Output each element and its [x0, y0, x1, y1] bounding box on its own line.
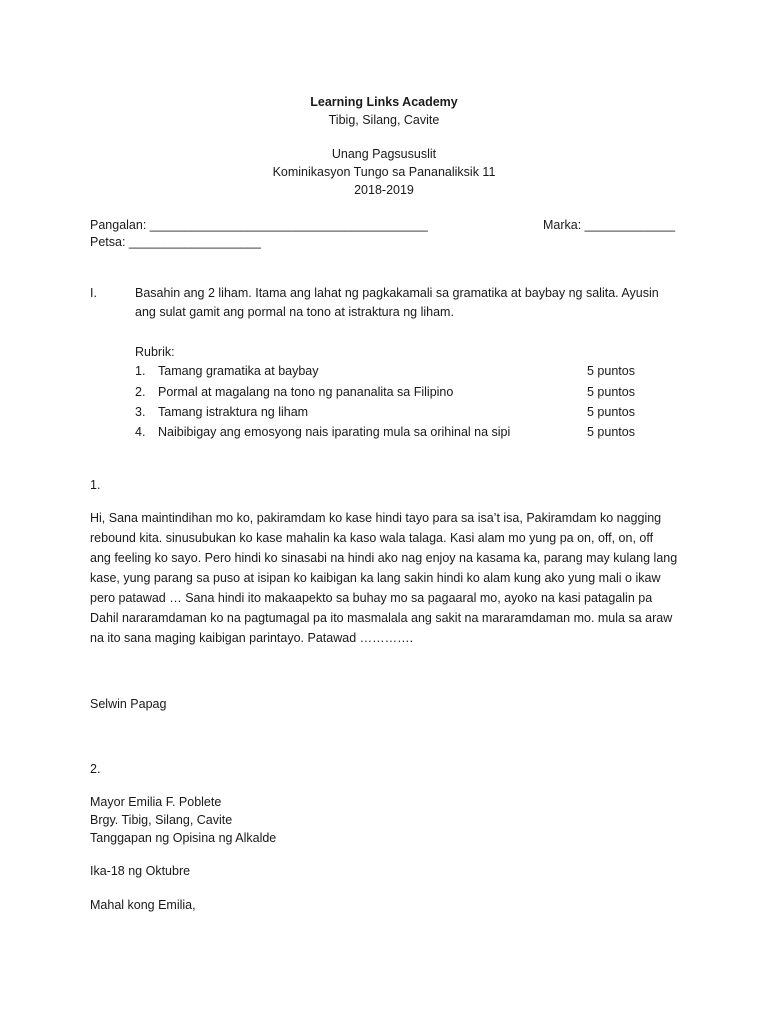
letter-line: pero patawad … Sana hindi ito makaapekto sa buhay mo sa pagaaral mo, ayoko na kasi patagalin pa: [90, 591, 653, 605]
rubric-points: 5 puntos: [587, 425, 635, 439]
school-year: 2018-2019: [354, 183, 414, 197]
date-field: Petsa: ___________________: [90, 235, 261, 249]
letter-line: na ito sana maging kaibigan parintayo. Patawad ………….: [90, 631, 414, 645]
subject-title: Kominikasyon Tungo sa Pananaliksik 11: [272, 165, 496, 179]
rubric-points: 5 puntos: [587, 405, 635, 419]
rubric-points: 5 puntos: [587, 385, 635, 399]
letter-date: Ika-18 ng Oktubre: [90, 864, 191, 878]
rubric-criterion: Tamang gramatika at baybay: [158, 364, 319, 378]
rubric-title: Rubrik:: [135, 345, 175, 359]
instructions-line-1: Basahin ang 2 liham. Itama ang lahat ng pagkakamali sa gramatika at baybay ng salita. Ayusin: [135, 286, 659, 300]
rubric-number: 4.: [135, 425, 146, 439]
school-address: Tibig, Silang, Cavite: [328, 113, 440, 127]
rubric-row: [135, 362, 675, 382]
letter-salutation: Mahal kong Emilia,: [90, 898, 196, 912]
letter-line: Dahil nararamdaman ko na pagtumagal pa ito masmalala ang sakit na mararamdaman mo. mula sa araw: [90, 611, 673, 625]
letter-signature: Selwin Papag: [90, 697, 167, 711]
rubric-number: 1.: [135, 364, 146, 378]
school-name: Learning Links Academy: [310, 95, 458, 109]
rubric-points: 5 puntos: [587, 364, 635, 378]
rubric-row: [135, 383, 675, 403]
section-numeral: I.: [90, 286, 97, 300]
letter-line: ang feeling ko sayo. Pero hindi ko sinasabi na hindi ako nag enjoy na kasama ka, parang may kulang lang: [90, 551, 678, 565]
rubric-number: 3.: [135, 405, 146, 419]
letter-number: 1.: [90, 478, 101, 492]
letter-line: Hi, Sana maintindihan mo ko, pakiramdam ko kase hindi tayo para sa isa’t isa, Pakiramdam ko nagging: [90, 511, 662, 525]
score-field: Marka: _____________: [543, 218, 676, 232]
rubric-number: 2.: [135, 385, 146, 399]
exam-title: Unang Pagsususlit: [331, 147, 437, 161]
instructions-line-2: ang sulat gamit ang pormal na tono at istraktura ng liham.: [135, 305, 454, 319]
recipient-address: Brgy. Tibig, Silang, Cavite: [90, 813, 233, 827]
rubric-row: [135, 403, 675, 423]
recipient-office: Tanggapan ng Opisina ng Alkalde: [90, 831, 277, 845]
letter-number: 2.: [90, 762, 101, 776]
rubric-row: [135, 423, 675, 443]
letter-line: rebound kita. sinusubukan ko kase mahalin ka kaso wala talaga. Kasi alam mo yung pa on, off, on, off: [90, 531, 654, 545]
letter-line: kase, yung parang sa puso at isipan ko kaibigan ka lang sakin hindi ko alam kung ako yung mali o ikaw: [90, 571, 661, 585]
recipient-name: Mayor Emilia F. Poblete: [90, 795, 222, 809]
rubric-criterion: Naibibigay ang emosyong nais iparating mula sa orihinal na sipi: [158, 425, 511, 439]
rubric-criterion: Pormal at magalang na tono ng pananalita sa Filipino: [158, 385, 454, 399]
rubric-criterion: Tamang istraktura ng liham: [158, 405, 309, 419]
name-field: Pangalan: ________________________________________: [90, 218, 428, 232]
